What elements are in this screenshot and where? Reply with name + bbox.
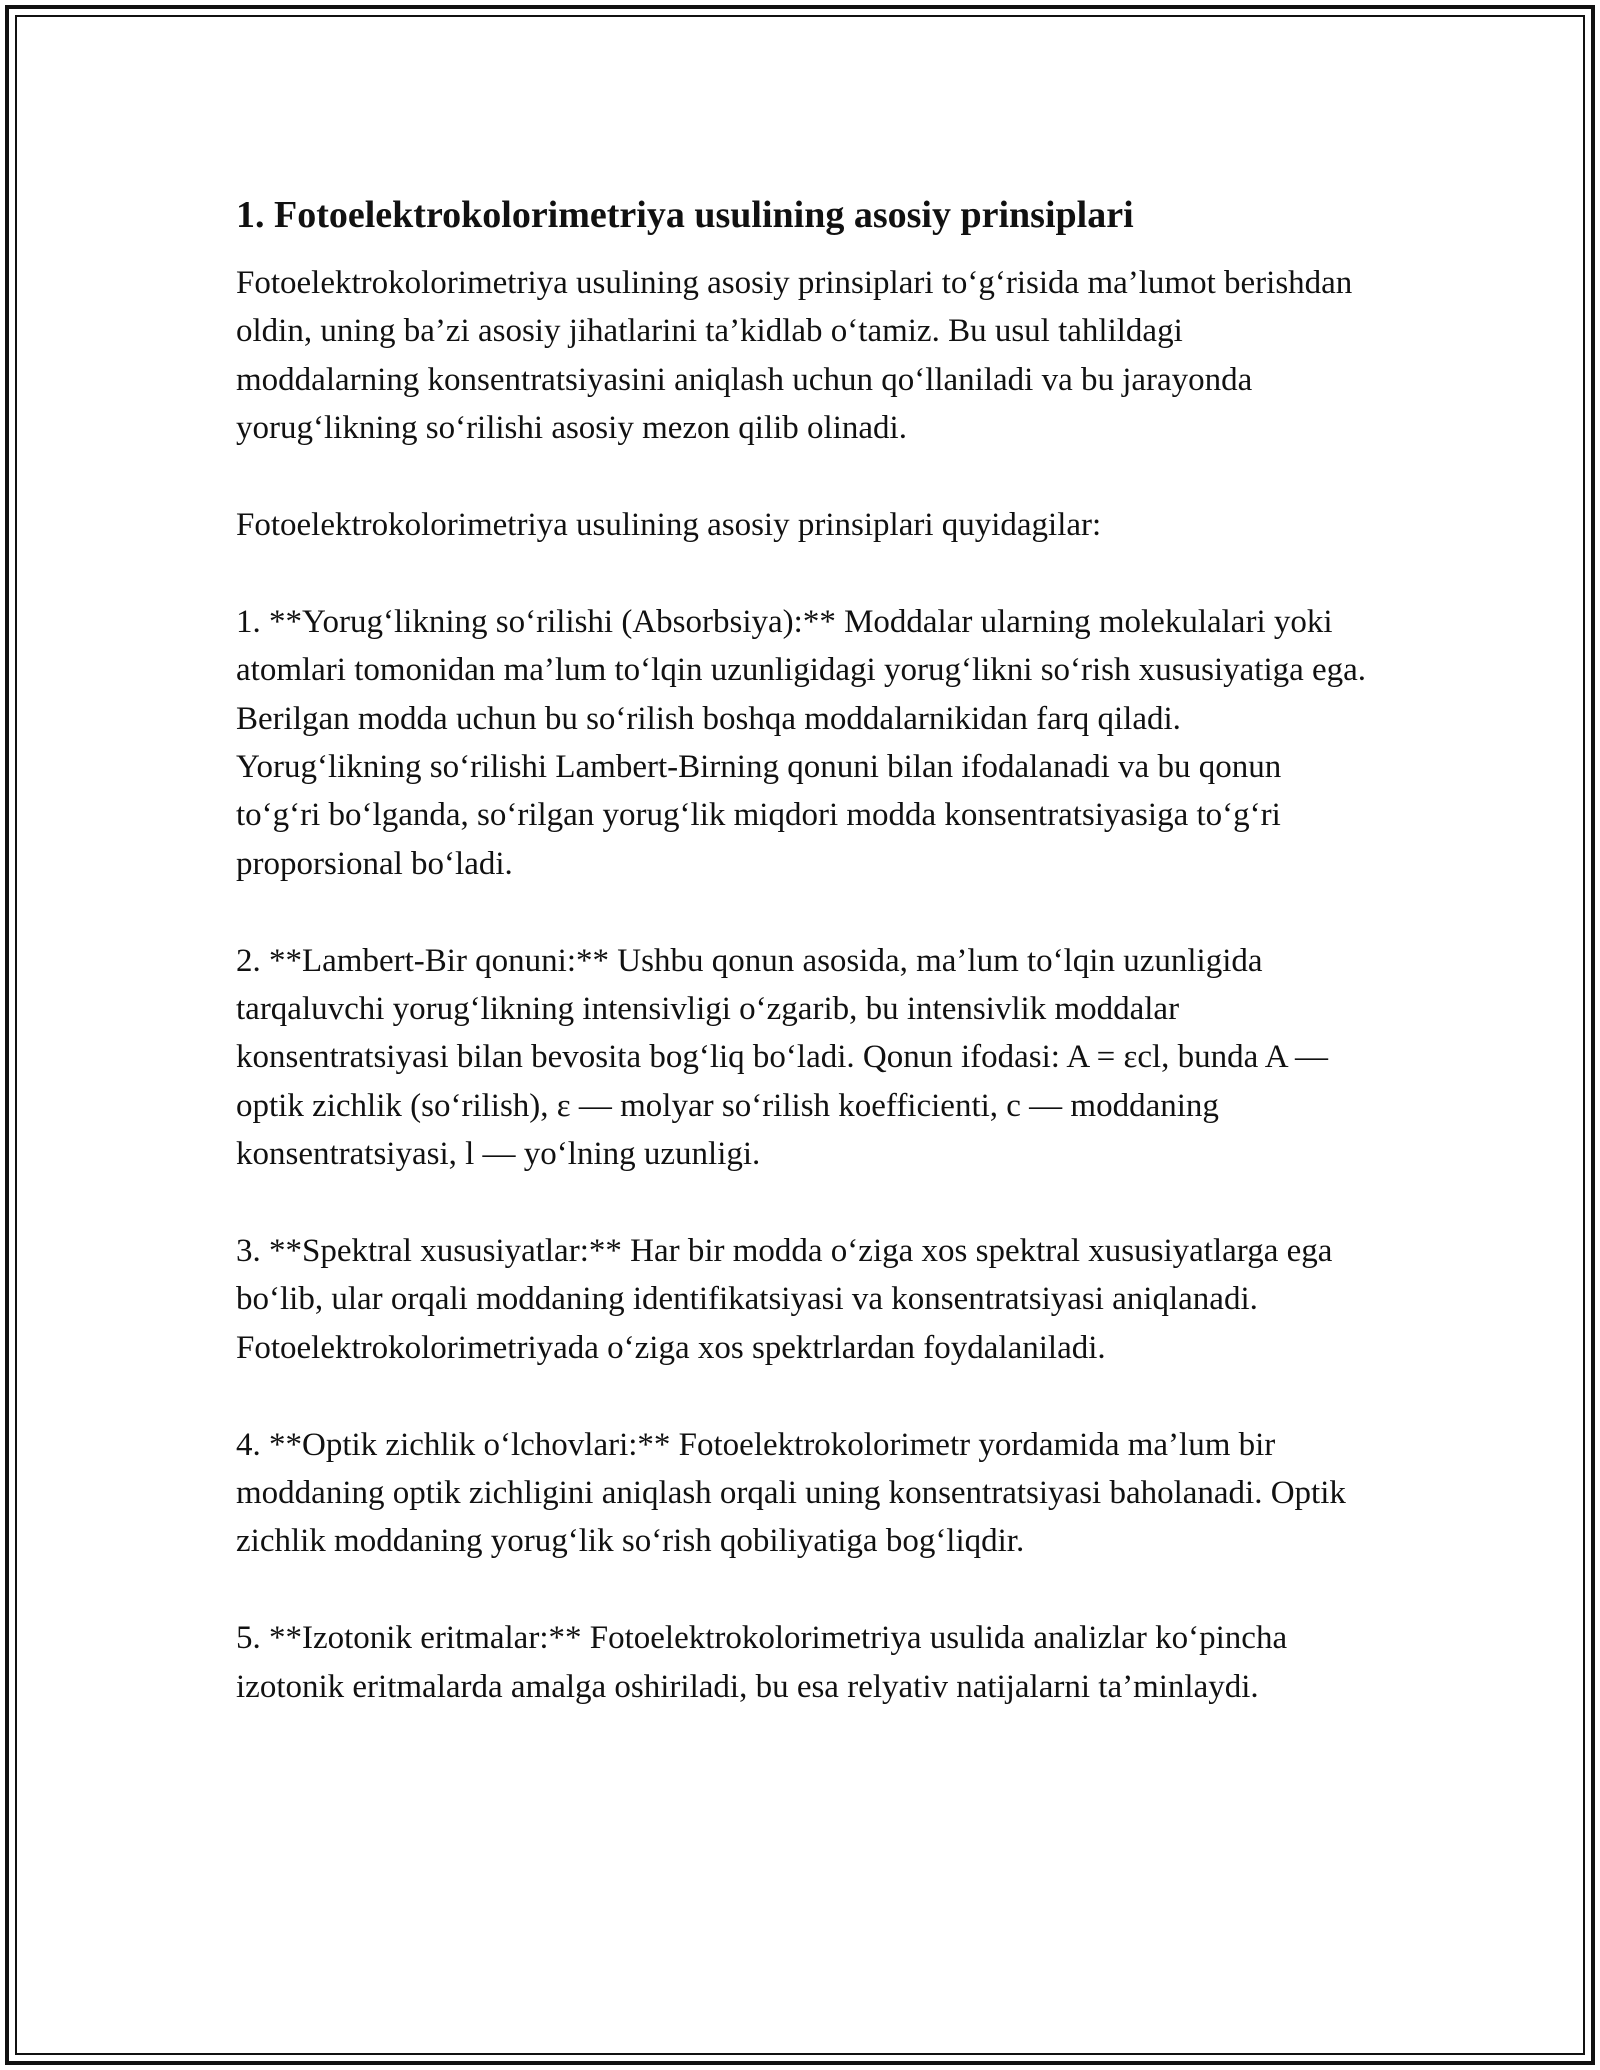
page-title: 1. Fotoelektrokolorimetriya usulining asosiy prinsiplari xyxy=(236,194,1134,236)
principle-1-paragraph: 1. **Yorug‘likning so‘rilishi (Absorbsiya):** Moddalar ularning molekulalari yoki atomlari tomonidan ma’lum to‘lqin uzunligidagi yorug‘likni so‘rish xususiyatiga ega. Berilgan modda uchun bu so‘rilish boshqa moddalarnikidan farq qiladi. Yorug‘likning so‘rilishi Lambert-Birning qonuni bilan ifodalanadi va bu qonun to‘g‘ri bo‘lganda, so‘rilgan yorug‘lik miqdori modda konsentratsiyasiga to‘g‘ri proporsional bo‘ladi. xyxy=(236,603,1367,882)
principle-3-paragraph: 3. **Spektral xususiyatlar:** Har bir modda o‘ziga xos spektral xususiyatlarga ega bo‘lib, ular orqali moddaning identifikatsiyasi va konsentratsiyasi aniqlanadi. Fotoelektrokolorimetriyada o‘ziga xos spektrlardan foydalaniladi. xyxy=(236,1233,1333,1366)
document-body xyxy=(236,185,1371,1711)
principle-4-paragraph: 4. **Optik zichlik o‘lchovlari:** Fotoelektrokolorimetr yordamida ma’lum bir moddaning optik zichligini aniqlash orqali uning konsentratsiyasi baholanadi. Optik zichlik moddaning yorug‘lik so‘rish qobiliyatiga bog‘liqdir. xyxy=(236,1426,1346,1560)
intro-paragraph: Fotoelektrokolorimetriya usulining asosiy prinsiplari to‘g‘risida ma’lumot berishdan oldin, uning ba’zi asosiy jihatlarini ta’kidlab o‘tamiz. Bu usul tahlildagi moddalarning konsentratsiyasini aniqlash uchun qo‘llaniladi va bu jarayonda yorug‘likning so‘rilishi asosiy mezon qilib olinadi. xyxy=(236,265,1353,447)
principles-lead-paragraph: Fotoelektrokolorimetriya usulining asosiy prinsiplari quyidagilar: xyxy=(236,507,1102,544)
principle-2-paragraph: 2. **Lambert-Bir qonuni:** Ushbu qonun asosida, ma’lum to‘lqin uzunligida tarqaluvchi yorug‘likning intensivligi o‘zgarib, bu intensivlik moddalar konsentratsiyasi bilan bevosita bog‘liq bo‘ladi. Qonun ifodasi: A = εcl, bunda A — optik zichlik (so‘rilish), ε — molyar so‘rilish koefficienti, c — moddaning konsentratsiyasi, l — yo‘lning uzunligi. xyxy=(236,942,1329,1173)
principle-5-paragraph: 5. **Izotonik eritmalar:** Fotoelektrokolorimetriya usulida analizlar ko‘pincha izotonik eritmalarda amalga oshiriladi, bu esa relyativ natijalarni ta’minlaydi. xyxy=(236,1620,1288,1705)
